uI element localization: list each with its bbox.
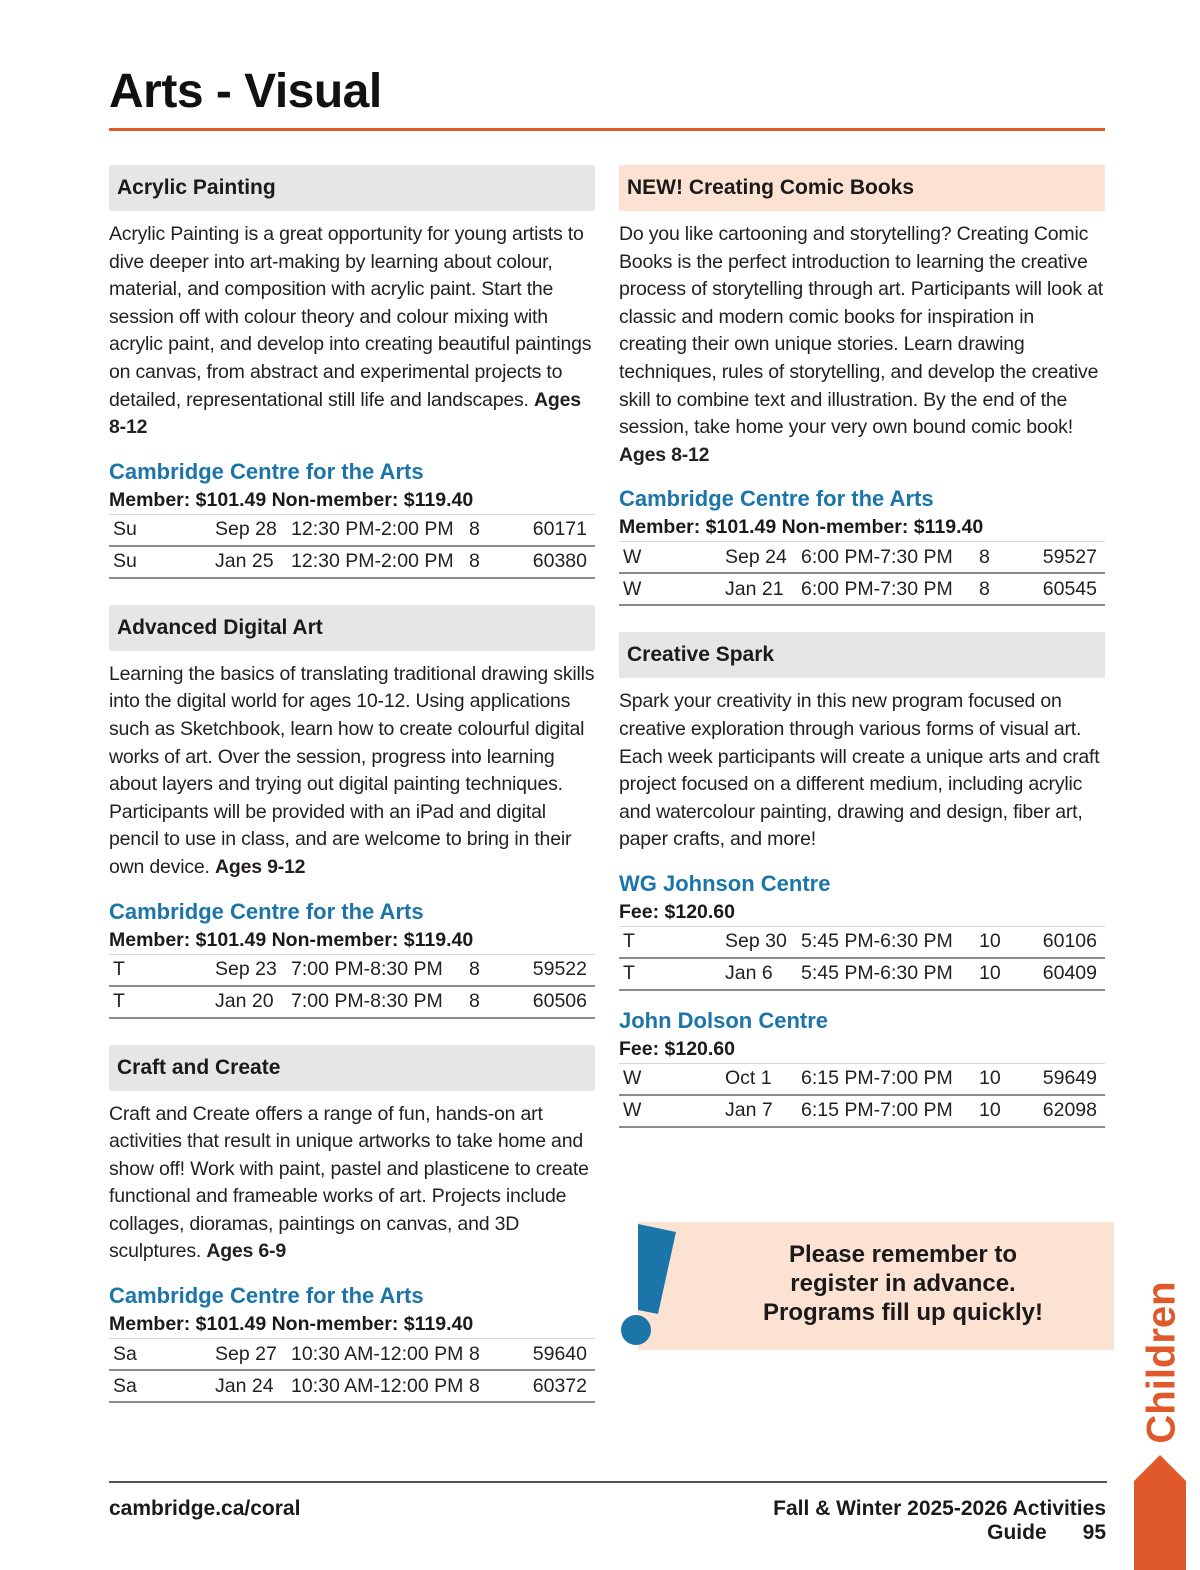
session-date: Jan 7: [725, 1095, 801, 1127]
program-title: Acrylic Painting: [109, 165, 595, 211]
fee-line: Member: $101.49 Non-member: $119.40: [109, 928, 474, 951]
session-count: 10: [979, 1063, 1029, 1095]
session-date: Sep 27: [215, 1339, 291, 1371]
program-description: Learning the basics of translating traditional drawing skills into the digital world for ages 10-12. Using applications such as Sketchbook, learn how to create colourful digital works of art. Over the session, progress into learning about layers and trying out digital painting techniques. Participants will be provided with an iPad and digital pencil to use in class, and are welcome to bring in their own device. Ages 9-12: [109, 662, 595, 878]
table-row: [109, 986, 595, 1018]
location-block: [619, 870, 1105, 991]
location-name: Cambridge Centre for the Arts: [109, 458, 424, 484]
session-time: 6:15 PM-7:00 PM: [801, 1063, 979, 1095]
location-name: John Dolson Centre: [619, 1007, 829, 1033]
session-date: Sep 28: [215, 514, 291, 546]
session-count: 10: [979, 1095, 1029, 1127]
session-code: 59522: [519, 954, 595, 986]
session-count: 8: [979, 542, 1029, 574]
session-count: 8: [469, 986, 519, 1018]
program-advanced-digital-art: [109, 605, 595, 1019]
session-time: 6:15 PM-7:00 PM: [801, 1095, 979, 1127]
title-divider: [109, 128, 1105, 131]
session-code: 60545: [1029, 573, 1105, 605]
session-code: 60409: [1029, 958, 1105, 990]
schedule-table: [109, 1338, 595, 1403]
session-count: 8: [469, 1370, 519, 1402]
program-creative-spark: [619, 632, 1105, 1128]
footer-url: cambridge.ca/coral: [109, 1497, 301, 1520]
program-title: Creative Spark: [619, 632, 1105, 678]
session-day: W: [619, 542, 725, 574]
session-count: 8: [469, 954, 519, 986]
location-block: [109, 898, 595, 1019]
session-day: Sa: [109, 1370, 215, 1402]
session-date: Jan 20: [215, 986, 291, 1018]
program-description: Do you like cartooning and storytelling? Creating Comic Books is the perfect introduction to learning the creative process of storytelling through art. Participants will look at classic and modern comic books for inspiration in creating their own unique stories. Learn drawing techniques, rules of storytelling, and develop the creative skill to combine text and illustration. By the end of the session, take home your very own bound comic book! Ages 8-12: [619, 223, 1103, 466]
session-date: Jan 21: [725, 573, 801, 605]
right-column: [619, 165, 1105, 1154]
footer-divider: [109, 1481, 1107, 1483]
session-time: 7:00 PM-8:30 PM: [291, 954, 469, 986]
location-block: [619, 1007, 1105, 1128]
session-code: 60380: [519, 546, 595, 578]
table-row: [109, 546, 595, 578]
session-count: 10: [979, 958, 1029, 990]
session-time: 12:30 PM-2:00 PM: [291, 514, 469, 546]
session-code: 59640: [519, 1339, 595, 1371]
fee-line: Fee: $120.60: [619, 900, 736, 923]
program-craft-and-create: [109, 1045, 595, 1404]
session-day: W: [619, 573, 725, 605]
table-row: [109, 1339, 595, 1371]
session-code: 60171: [519, 514, 595, 546]
session-time: 6:00 PM-7:30 PM: [801, 542, 979, 574]
location-block: [619, 485, 1105, 606]
callout-line: register in advance.: [790, 1270, 1016, 1297]
exclamation-icon: [612, 1222, 682, 1347]
page-number: 95: [1082, 1521, 1106, 1544]
program-description: Craft and Create offers a range of fun, hands-on art activities that result in unique artworks to take home and show off! Work with paint, pastel and plasticene to create functional and frameable works of art. Projects include collages, dioramas, paintings on canvas, and 3D sculptures. Ages 6-9: [109, 1102, 589, 1263]
schedule-table: [619, 1063, 1105, 1128]
callout-line: Please remember to: [788, 1241, 1018, 1268]
schedule-table: [109, 954, 595, 1019]
session-time: 12:30 PM-2:00 PM: [291, 546, 469, 578]
program-title: NEW! Creating Comic Books: [619, 165, 1105, 211]
session-time: 7:00 PM-8:30 PM: [291, 986, 469, 1018]
session-day: T: [109, 986, 215, 1018]
fee-line: Fee: $120.60: [619, 1037, 736, 1060]
session-code: 59649: [1029, 1063, 1105, 1095]
location-block: [109, 458, 595, 579]
program-description: Acrylic Painting is a great opportunity for young artists to dive deeper into art-making by learning about colour, material, and composition with acrylic paint. Start the session off with colour theory and colour mixing with acrylic paint, and develop into creating beautiful paintings on canvas, from abstract and experimental projects to detailed, representational still life and landscapes. Ages 8-12: [109, 223, 592, 439]
session-date: Jan 6: [725, 958, 801, 990]
session-count: 8: [469, 1339, 519, 1371]
location-name: WG Johnson Centre: [619, 870, 831, 896]
session-date: Oct 1: [725, 1063, 801, 1095]
session-count: 8: [979, 573, 1029, 605]
section-tab-arrow-icon: [1134, 1455, 1186, 1570]
session-time: 6:00 PM-7:30 PM: [801, 573, 979, 605]
session-day: W: [619, 1063, 725, 1095]
session-day: T: [109, 954, 215, 986]
program-title: Advanced Digital Art: [109, 605, 595, 651]
table-row: [619, 1063, 1105, 1095]
table-row: [109, 514, 595, 546]
session-count: 8: [469, 514, 519, 546]
footer-guide-title: Fall & Winter 2025-2026 Activities Guide: [773, 1497, 1106, 1544]
table-row: [109, 954, 595, 986]
session-date: Sep 30: [725, 926, 801, 958]
session-day: T: [619, 926, 725, 958]
program-creating-comic-books: [619, 165, 1105, 606]
location-name: Cambridge Centre for the Arts: [109, 898, 424, 924]
session-time: 5:45 PM-6:30 PM: [801, 958, 979, 990]
schedule-table: [619, 541, 1105, 606]
table-row: [619, 573, 1105, 605]
session-day: Su: [109, 514, 215, 546]
location-name: Cambridge Centre for the Arts: [619, 486, 934, 512]
session-date: Jan 25: [215, 546, 291, 578]
session-day: Su: [109, 546, 215, 578]
session-code: 60106: [1029, 926, 1105, 958]
table-row: [109, 1370, 595, 1402]
location-name: Cambridge Centre for the Arts: [109, 1283, 424, 1309]
callout-line: Programs fill up quickly!: [762, 1299, 1044, 1326]
table-row: [619, 1095, 1105, 1127]
session-time: 10:30 AM-12:00 PM: [291, 1370, 469, 1402]
page-title: Arts - Visual: [109, 65, 382, 118]
fee-line: Member: $101.49 Non-member: $119.40: [619, 516, 984, 539]
table-row: [619, 926, 1105, 958]
program-acrylic-painting: [109, 165, 595, 579]
session-day: T: [619, 958, 725, 990]
location-block: [109, 1282, 595, 1403]
session-code: 59527: [1029, 542, 1105, 574]
session-date: Sep 24: [725, 542, 801, 574]
table-row: [619, 542, 1105, 574]
session-time: 5:45 PM-6:30 PM: [801, 926, 979, 958]
table-row: [619, 958, 1105, 990]
fee-line: Member: $101.49 Non-member: $119.40: [109, 1313, 474, 1336]
session-day: Sa: [109, 1339, 215, 1371]
session-day: W: [619, 1095, 725, 1127]
program-description: Spark your creativity in this new program focused on creative exploration through various forms of visual art. Each week participants will create a unique arts and craft project focused on a different medium, including acrylic and watercolour painting, drawing and design, fiber art, paper crafts, and more!: [619, 690, 1100, 851]
footer-info: [700, 1497, 1106, 1545]
register-reminder-callout: [638, 1222, 1114, 1350]
session-count: 8: [469, 546, 519, 578]
session-count: 10: [979, 926, 1029, 958]
session-code: 62098: [1029, 1095, 1105, 1127]
schedule-table: [619, 926, 1105, 991]
session-date: Sep 23: [215, 954, 291, 986]
schedule-table: [109, 514, 595, 579]
left-column: [109, 165, 595, 1429]
program-title: Craft and Create: [109, 1045, 595, 1091]
session-code: 60506: [519, 986, 595, 1018]
section-tab-label: Children: [1139, 1280, 1184, 1444]
session-date: Jan 24: [215, 1370, 291, 1402]
session-code: 60372: [519, 1370, 595, 1402]
session-time: 10:30 AM-12:00 PM: [291, 1339, 469, 1371]
callout-text: [638, 1240, 1114, 1327]
fee-line: Member: $101.49 Non-member: $119.40: [109, 488, 474, 511]
